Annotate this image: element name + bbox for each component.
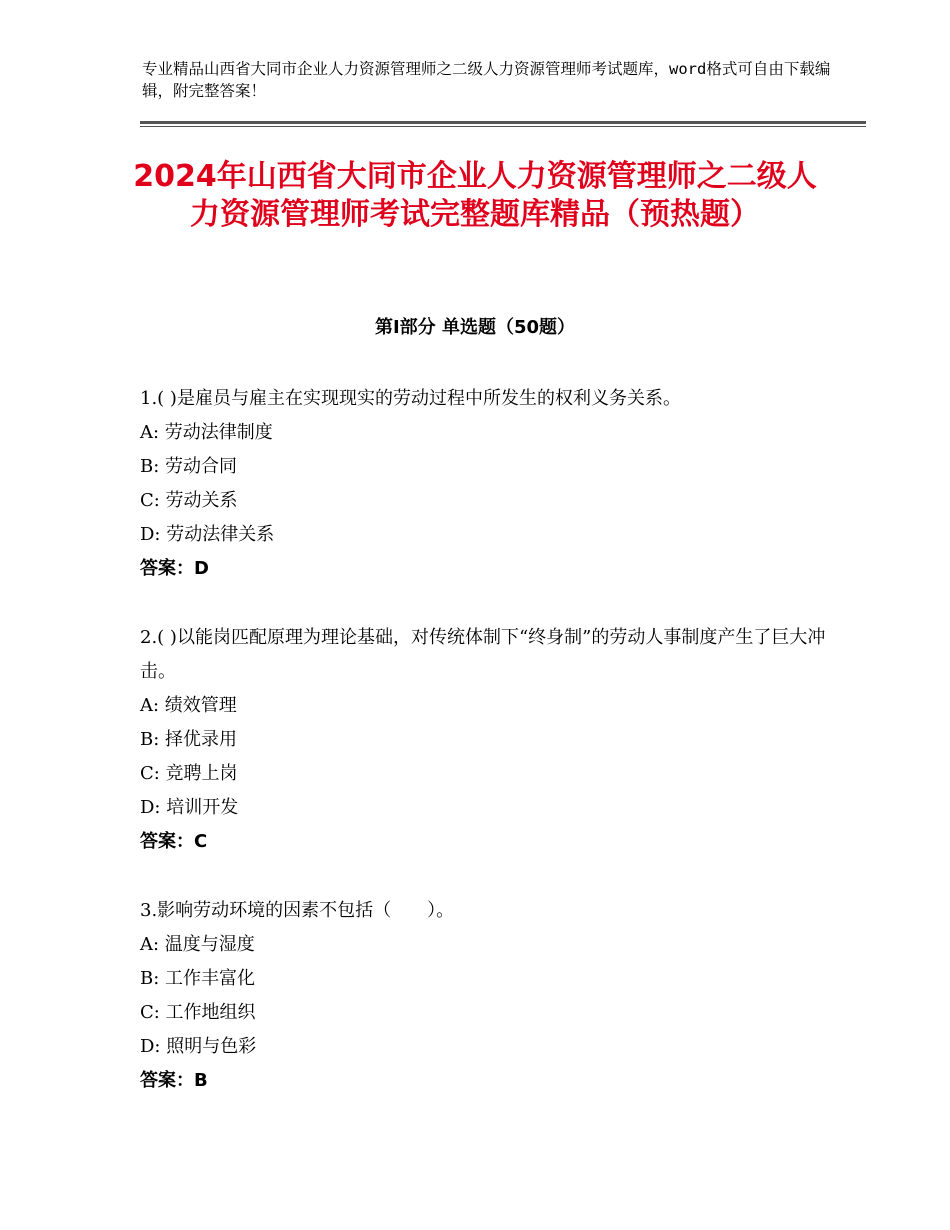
question-answer: 答案：B <box>140 1070 208 1091</box>
option-a: A: 劳动法律制度 <box>140 422 273 443</box>
option-d: D: 培训开发 <box>140 797 239 818</box>
option-c: C: 劳动关系 <box>140 490 238 511</box>
option-d: D: 劳动法律关系 <box>140 524 275 545</box>
option-d: D: 照明与色彩 <box>140 1036 257 1057</box>
option-c: C: 工作地组织 <box>140 1002 256 1023</box>
option-b: B: 择优录用 <box>140 729 238 750</box>
question-1 <box>140 382 830 586</box>
question-stem: 2.( )以能岗匹配原理为理论基础，对传统体制下“终身制”的劳动人事制度产生了巨大冲击。 <box>140 627 826 682</box>
option-c: C: 竞聘上岗 <box>140 763 238 784</box>
question-2 <box>140 621 830 859</box>
header-note: 专业精品山西省大同市企业人力资源管理师之二级人力资源管理师考试题库，word格式可自由下载编辑，附完整答案！ <box>142 60 831 100</box>
section-title: 第Ⅰ部分 单选题（50题） <box>374 317 575 338</box>
option-a: A: 温度与湿度 <box>140 934 255 955</box>
option-a: A: 绩效管理 <box>140 695 237 716</box>
option-b: B: 劳动合同 <box>140 456 238 477</box>
question-stem: 3.影响劳动环境的因素不包括（ ）。 <box>140 900 455 921</box>
option-b: B: 工作丰富化 <box>140 968 256 989</box>
question-answer: 答案：C <box>140 831 208 852</box>
header-divider-thick <box>140 121 866 124</box>
question-answer: 答案：D <box>140 558 209 579</box>
question-stem: 1.( )是雇员与雇主在实现现实的劳动过程中所发生的权利义务关系。 <box>140 388 681 409</box>
document-title: 2024年山西省大同市企业人力资源管理师之二级人力资源管理师考试完整题库精品（预热题） <box>133 159 817 232</box>
question-3 <box>140 894 830 1098</box>
header-divider-thin <box>140 126 866 127</box>
